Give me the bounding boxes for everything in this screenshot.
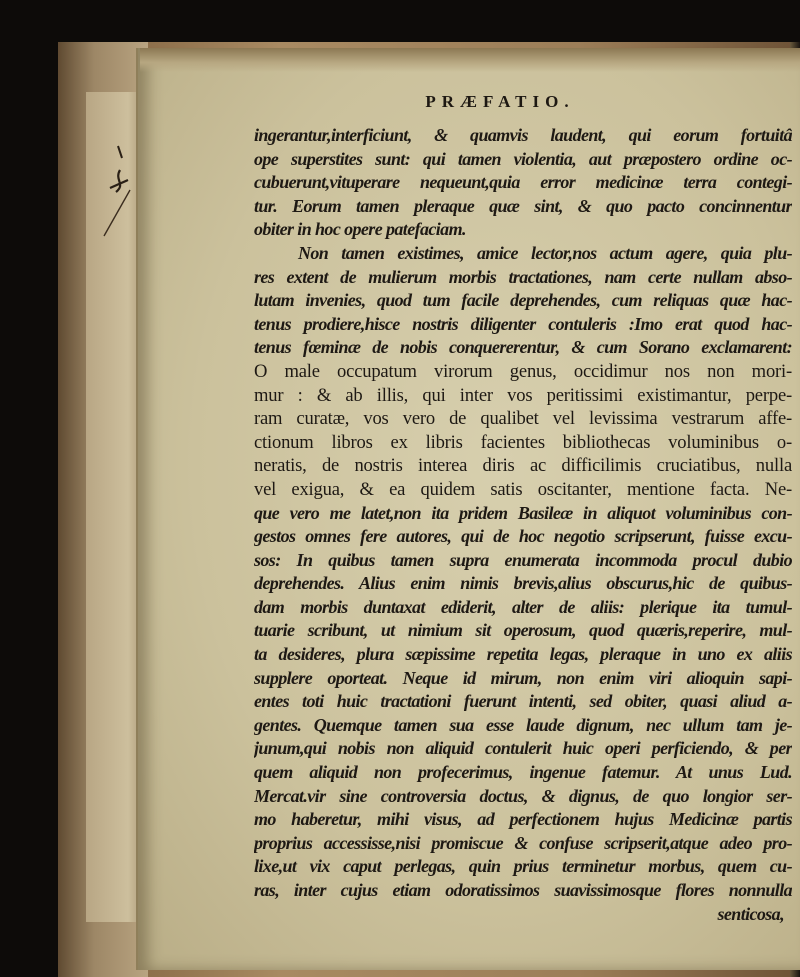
running-head: PRÆFATIO. bbox=[425, 92, 575, 111]
page-top-edge bbox=[140, 48, 800, 72]
text-line: tur. Eorum tamen pleraque quæ sint, & quo pacto concinnentur bbox=[254, 195, 792, 216]
catchword: senticosa, bbox=[717, 903, 784, 924]
text-line: O male occupatum virorum genus, occidimur nos non mori- bbox=[254, 360, 792, 382]
text-line: quem aliquid non profecerimus, ingenue fatemur. At unus Lud. bbox=[254, 762, 792, 783]
text-line: tuarie scribunt, ut nimium sit operosum, quod quæris,reperire, mul- bbox=[254, 620, 792, 641]
text-line: junum,qui nobis non aliquid contulerit huic operi perficiendo, & per bbox=[254, 738, 792, 759]
text-line: mur : & ab illis, qui inter vos peritissimi existimantur, perpe- bbox=[254, 384, 792, 406]
text-line: vel exigua, & ea quidem satis oscitanter, mentione facta. Ne- bbox=[254, 478, 792, 500]
text-line: neratis, de nostris interea diris ac difficilimis cruciatibus, nulla bbox=[254, 455, 792, 477]
text-line: tenus prodiere,hisce nostris diligenter contuleris :Imo erat quod hac- bbox=[254, 313, 792, 334]
text-line: obiter in hoc opere patefaciam. bbox=[254, 219, 466, 240]
text-line: gentes. Quemque tamen sua esse laude dignum, nec ullum tam je- bbox=[254, 714, 792, 735]
text-line: mo haberetur, mihi visus, ad perfectionem hujus Medicinæ partis bbox=[254, 809, 792, 830]
ink-marks bbox=[100, 140, 140, 250]
text-line: lutam invenies, quod tum facile deprehendes, cum reliquas quæ hac- bbox=[254, 290, 792, 311]
text-line: lixe,ut vix caput perlegas, quin prius terminetur morbus, quem cu- bbox=[254, 856, 792, 877]
page-text-block bbox=[254, 124, 792, 926]
text-line: Mercat.vir sine controversia doctus, & dignus, de quo longior ser- bbox=[254, 785, 792, 806]
text-line: cubuerunt,vituperare nequeunt,quia error medicinæ terra contegi- bbox=[254, 172, 792, 193]
text-line: sos: In quibus tamen supra enumerata incommoda procul dubio bbox=[254, 549, 792, 570]
text-line: ras, inter cujus etiam odoratissimos suavissimosque flores nonnulla bbox=[254, 880, 792, 900]
text-line: ingerantur,interficiunt, & quamvis laudent, qui eorum fortuitâ bbox=[254, 125, 792, 145]
text-line: dam morbis duntaxat ediderit, alter de aliis: plerique ita tumul- bbox=[254, 596, 792, 617]
text-line: tenus fœminæ de nobis conquererentur, & cum Sorano exclamarent: bbox=[254, 337, 792, 358]
text-line: res extent de mulierum morbis tractationes, nam certe nullam abso- bbox=[254, 266, 792, 287]
text-line: deprehendes. Alius enim nimis brevis,alius obscurus,hic de quibus- bbox=[254, 573, 792, 594]
text-line: ope superstites sunt: qui tamen violentia, aut præpostero ordine oc- bbox=[254, 148, 792, 169]
text-line: Non tamen existimes, amice lector,nos actum agere, quia plu- bbox=[298, 242, 792, 263]
text-line: entes toti huic tractationi fuerunt intenti, sed obiter, quasi aliud a- bbox=[254, 691, 792, 712]
text-line: que vero me latet,non ita pridem Basileæ in aliquot voluminibus con- bbox=[254, 502, 792, 523]
text-line: proprius accessisse,nisi promiscue & confuse scripserit,atque adeo pro- bbox=[254, 832, 792, 853]
text-line: ta desideres, plura sæpissime repetita legas, pleraque in uno ex aliis bbox=[254, 644, 792, 665]
text-line: supplere oporteat. Neque id mirum, non enim viri alioquin sapi- bbox=[254, 667, 792, 688]
text-line: gestos omnes fere autores, qui de hoc negotio scripserunt, fuisse excu- bbox=[254, 526, 792, 547]
text-line: ram curatæ, vos vero de qualibet vel levissima vestrarum affe- bbox=[254, 408, 792, 430]
text-line: ctionum libros ex libris facientes bibliothecas voluminibus o- bbox=[254, 431, 792, 453]
